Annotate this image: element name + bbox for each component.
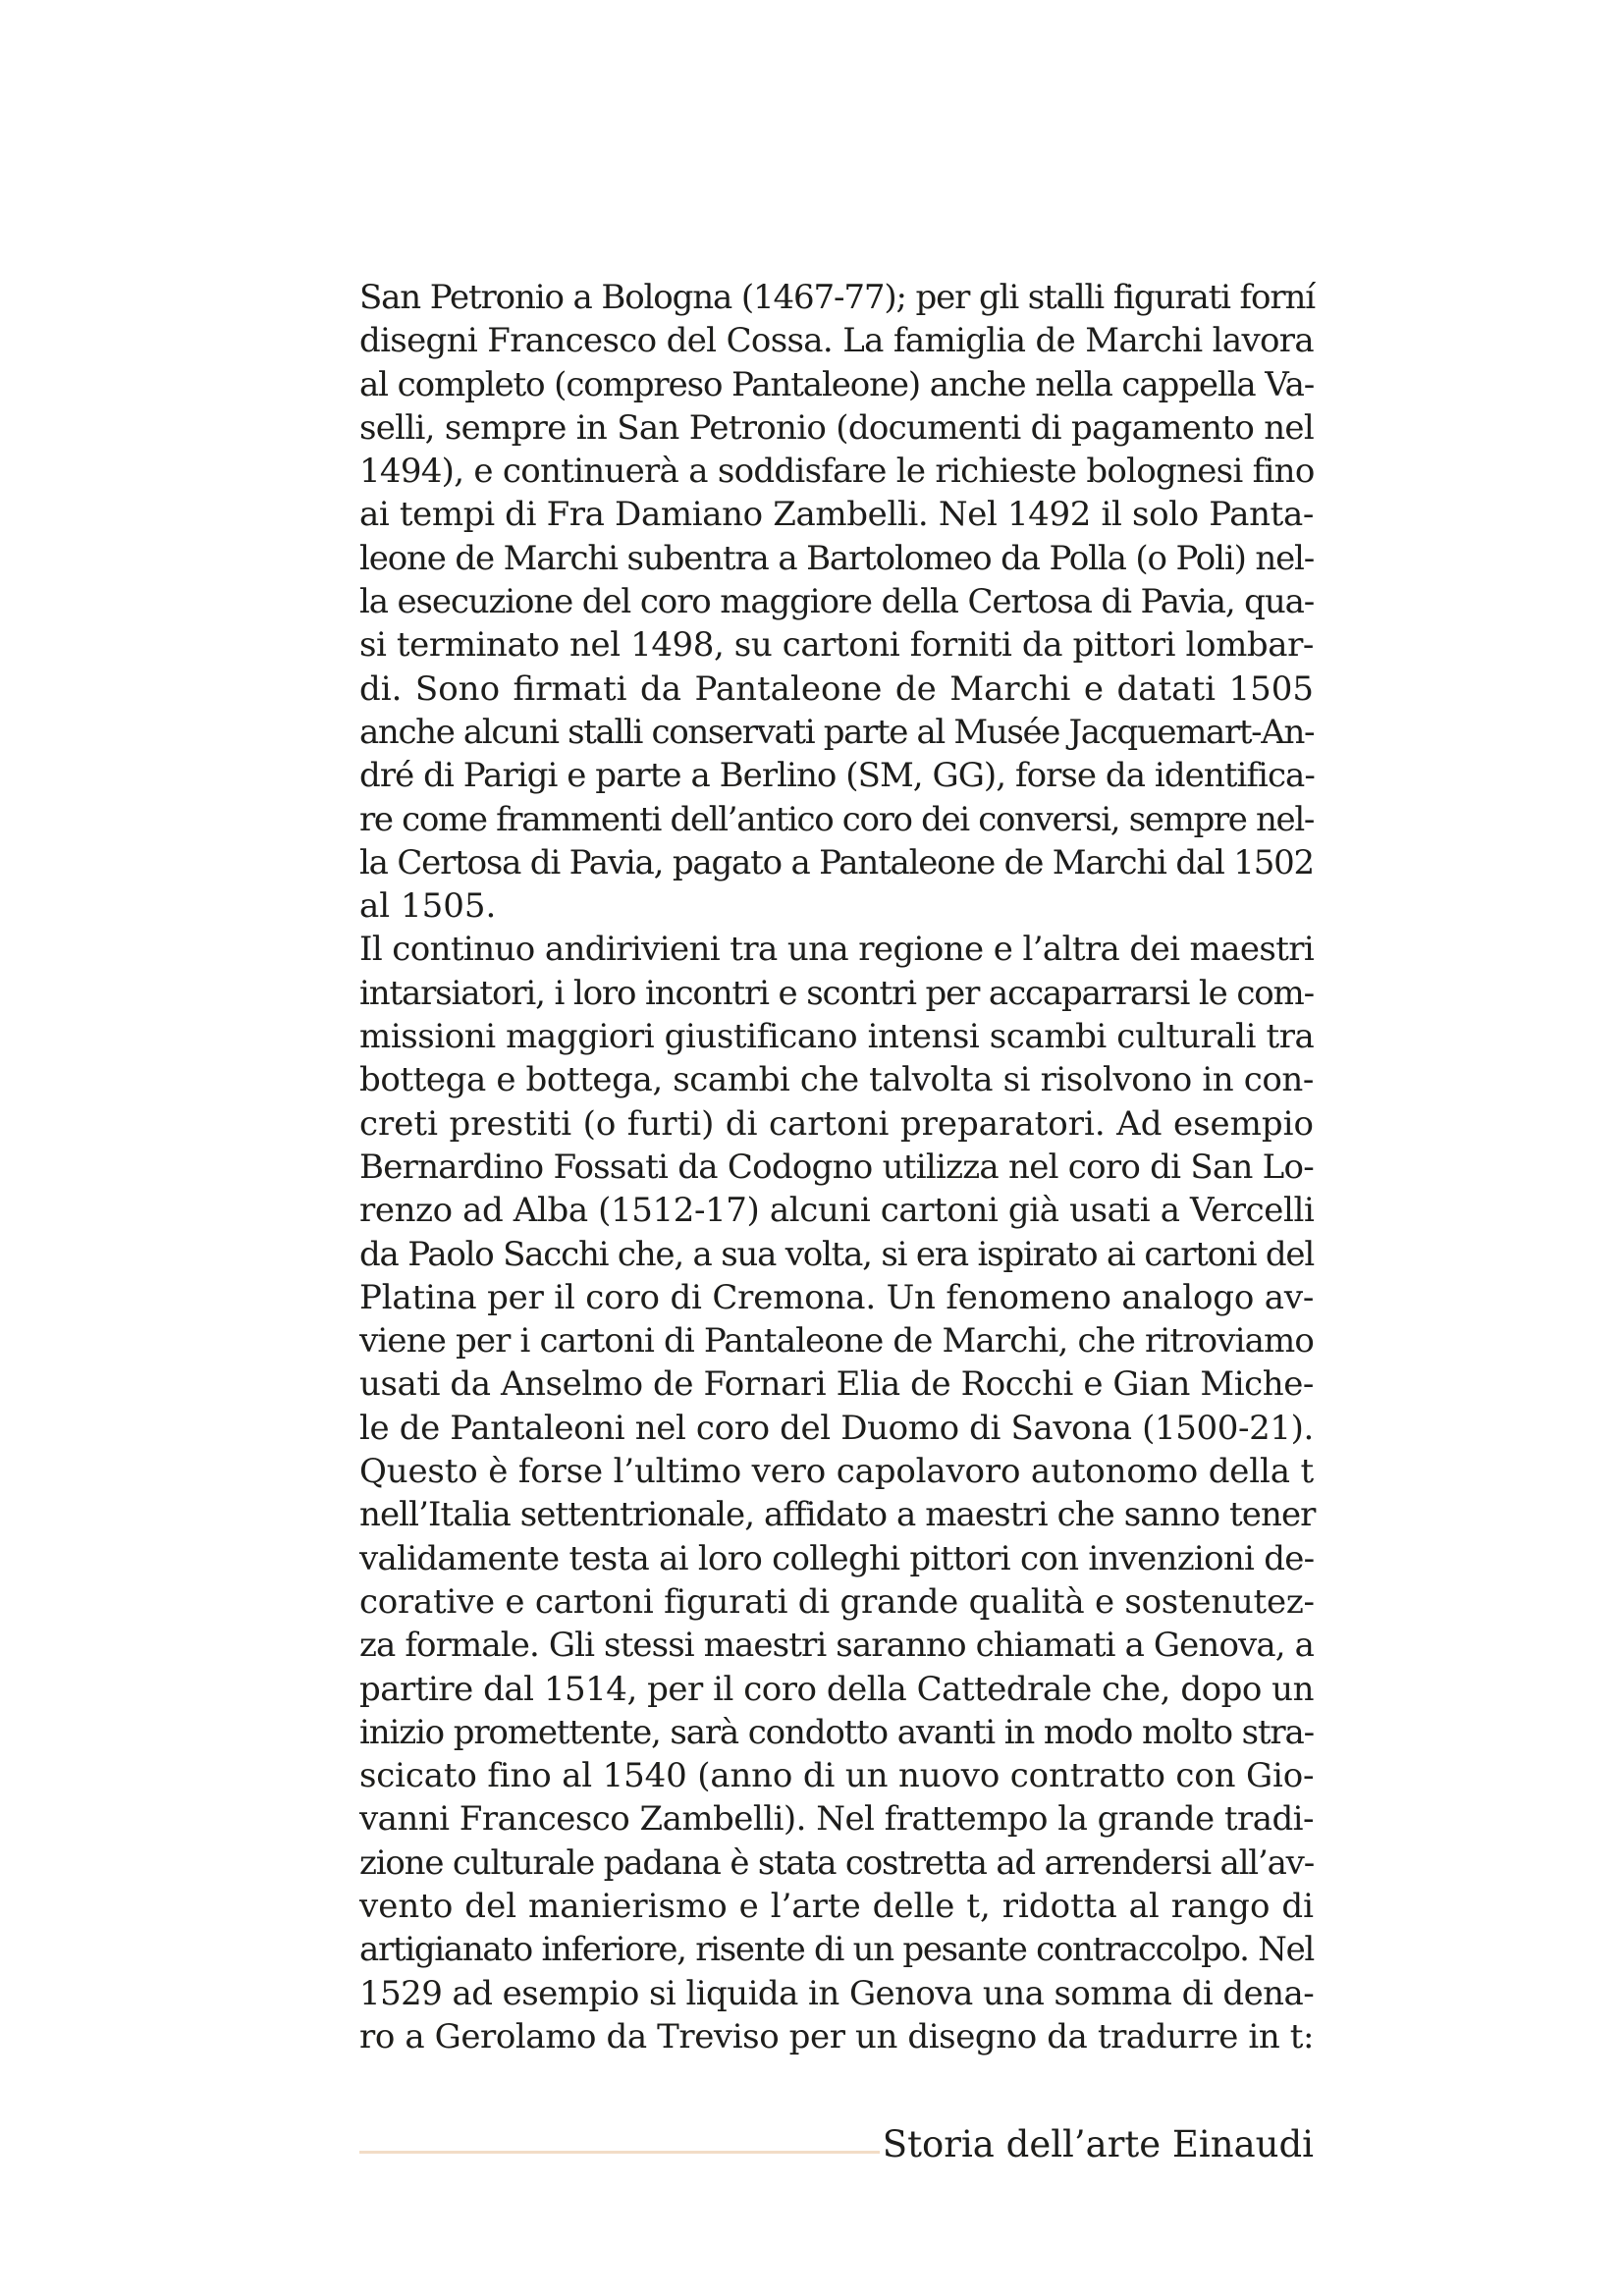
text-line: viene per i cartoni di Pantaleone de Marchi, che ritroviamo xyxy=(359,1321,1315,1362)
text-line: za formale. Gli stessi maestri saranno chiamati a Genova, a xyxy=(359,1626,1314,1666)
footer-title: Storia dell’arte Einaudi xyxy=(882,2123,1314,2165)
text-line: Questo è forse l’ultimo vero capolavoro autonomo della t xyxy=(359,1452,1314,1492)
text-line: missioni maggiori giustificano intensi scambi culturali tra xyxy=(359,1017,1315,1057)
text-line: vanni Francesco Zambelli). Nel frattempo la grande tradi- xyxy=(359,1799,1314,1840)
text-line: intarsiatori, i loro incontri e scontri per accaparrarsi le com- xyxy=(359,973,1314,1013)
text-line: al completo (compreso Pantaleone) anche nella cappella Va- xyxy=(359,364,1315,404)
text-line: bottega e bottega, scambi che talvolta si risolvono in con- xyxy=(359,1060,1314,1100)
text-line: nell’Italia settentrionale, affidato a maestri che sanno tener xyxy=(359,1495,1316,1535)
text-line: le de Pantaleoni nel coro del Duomo di Savona (1500-21). xyxy=(359,1408,1314,1448)
text-line: leone de Marchi subentra a Bartolomeo da Polla (o Poli) nel- xyxy=(359,538,1315,578)
text-line: anche alcuni stalli conservati parte al Musée Jacquemart-An- xyxy=(359,712,1315,752)
text-line: corative e cartoni figurati di grande qualità e sostenutez- xyxy=(359,1581,1315,1622)
text-line: da Paolo Sacchi che, a sua volta, si era ispirato ai cartoni del xyxy=(359,1234,1314,1274)
text-line: selli, sempre in San Petronio (documenti di pagamento nel xyxy=(359,407,1314,448)
text-line: disegni Francesco del Cossa. La famiglia de Marchi lavora xyxy=(359,321,1314,361)
text-line: artigianato inferiore, risente di un pesante contraccolpo. Nel xyxy=(359,1930,1314,1970)
body-text xyxy=(359,276,1314,2058)
text-line: San Petronio a Bologna (1467-77); per gli stalli figurati forní xyxy=(359,278,1316,317)
text-line: Bernardino Fossati da Codogno utilizza nel coro di San Lo- xyxy=(359,1147,1314,1187)
text-line: ai tempi di Fra Damiano Zambelli. Nel 1492 il solo Panta- xyxy=(359,495,1314,535)
text-line: zione culturale padana è stata costretta ad arrendersi all’av- xyxy=(359,1842,1314,1883)
text-line: Il continuo andirivieni tra una regione e l’altra dei maestri xyxy=(359,930,1315,970)
text-line: ro a Gerolamo da Treviso per un disegno da tradurre in t: xyxy=(359,2016,1314,2056)
text-line: Platina per il coro di Cremona. Un fenomeno analogo av- xyxy=(359,1277,1315,1317)
text-line: si terminato nel 1498, su cartoni forniti da pittori lombar- xyxy=(359,625,1314,666)
page-footer xyxy=(359,2120,1314,2179)
text-line: la esecuzione del coro maggiore della Certosa di Pavia, qua- xyxy=(359,582,1315,622)
text-line: inizio promettente, sarà condotto avanti in modo molto stra- xyxy=(359,1712,1314,1752)
text-line: al 1505. xyxy=(359,886,497,927)
text-line: dré di Parigi e parte a Berlino (SM, GG), forse da identifica- xyxy=(359,756,1315,796)
text-line: renzo ad Alba (1512-17) alcuni cartoni già usati a Vercelli xyxy=(359,1191,1315,1231)
text-line: la Certosa di Pavia, pagato a Pantaleone de Marchi dal 1502 xyxy=(359,842,1314,882)
text-line: partire dal 1514, per il coro della Cattedrale che, dopo un xyxy=(359,1669,1314,1709)
text-line: creti prestiti (o furti) di cartoni preparatori. Ad esempio xyxy=(359,1103,1314,1144)
text-line: vento del manierismo e l’arte delle t, ridotta al rango di xyxy=(359,1886,1314,1926)
text-line: 1494), e continuerà a soddisfare le richieste bolognesi fino xyxy=(359,452,1315,492)
text-line: re come frammenti dell’antico coro dei conversi, sempre nel- xyxy=(359,799,1314,839)
text-line: usati da Anselmo de Fornari Elia de Rocchi e Gian Miche- xyxy=(359,1364,1314,1405)
footer-rule xyxy=(359,2151,880,2154)
text-line: scicato fino al 1540 (anno di un nuovo contratto con Gio- xyxy=(359,1756,1315,1796)
text-line: di. Sono firmati da Pantaleone de Marchi e datati 1505 xyxy=(359,668,1314,709)
text-line: 1529 ad esempio si liquida in Genova una somma di dena- xyxy=(359,1973,1315,2013)
text-line: validamente testa ai loro colleghi pittori con invenzioni de- xyxy=(359,1538,1315,1578)
